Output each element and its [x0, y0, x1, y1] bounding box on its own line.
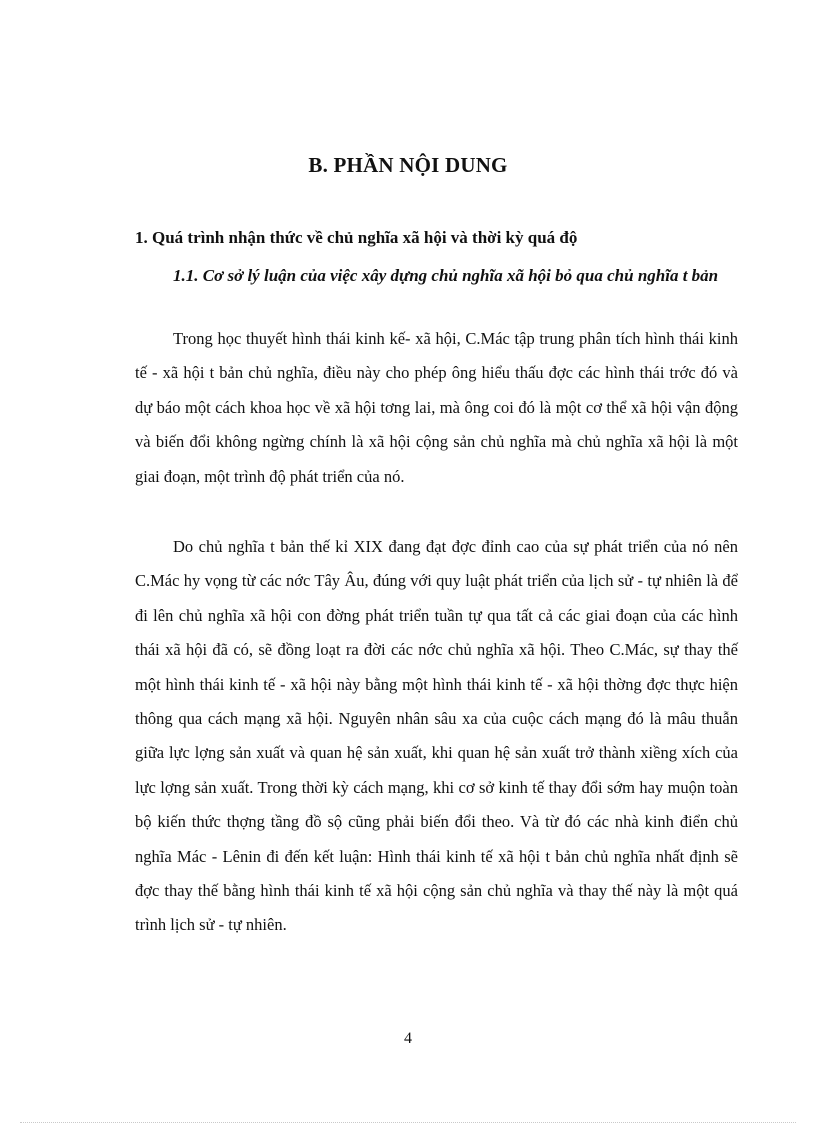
page-title: B. PHẦN NỘI DUNG	[308, 153, 508, 177]
subsection-heading: 1.1. Cơ sở lý luận của việc xây dựng chủ nghĩa xã hội bỏ qua chủ nghĩa t bản	[173, 266, 719, 285]
section-heading: 1. Quá trình nhận thức về chủ nghĩa xã hội và thời kỳ quá độ	[135, 228, 578, 247]
body-paragraph: Trong học thuyết hình thái kinh kế- xã hội, C.Mác tập trung phân tích hình thái kinh tế - xã hội t bản chủ nghĩa, điều này cho phép ông hiểu thấu đợc các hình thái trớc đó và dự báo một cách khoa học về xã hội tơng lai, mà ông coi đó là một cơ thể xã hội vận động và biến đổi không ngừng chính là xã hội cộng sản chủ nghĩa mà chủ nghĩa xã hội là một giai đoạn, một trình độ phát triển của nó.	[135, 329, 738, 486]
page-number: 4	[404, 1030, 412, 1047]
body-paragraph: Do chủ nghĩa t bản thế kỉ XIX đang đạt đợc đỉnh cao của sự phát triển của nó nên C.Mác hy vọng từ các nớc Tây Âu, đúng với quy luật phát triển của lịch sử - tự nhiên là để đi lên chủ nghĩa xã hội con đờng phát triển tuần tự qua tất cả các giai đoạn của các hình thái xã hội đã có, sẽ đồng loạt ra đời các nớc chủ nghĩa xã hội. Theo C.Mác, sự thay thế một hình thái kinh tế - xã hội này bằng một hình thái kinh tế - xã hội thờng đợc thực hiện thông qua cách mạng xã hội. Nguyên nhân sâu xa của cuộc cách mạng đó là mâu thuẫn giữa lực lợng sản xuất và quan hệ sản xuất, khi quan hệ sản xuất trở thành xiềng xích của lực lợng sản xuất. Trong thời kỳ cách mạng, khi cơ sở kinh tế thay đổi sớm hay muộn toàn bộ kiến thức thợng tầng đồ sộ cũng phải biến đổi theo. Và từ đó các nhà kinh điển chủ nghĩa Mác - Lênin đi đến kết luận: Hình thái kinh tế xã hội t bản chủ nghĩa nhất định sẽ đợc thay thế bằng hình thái kinh tế xã hội cộng sản chủ nghĩa và thay thế này là một quá trình lịch sử - tự nhiên.	[135, 537, 738, 935]
